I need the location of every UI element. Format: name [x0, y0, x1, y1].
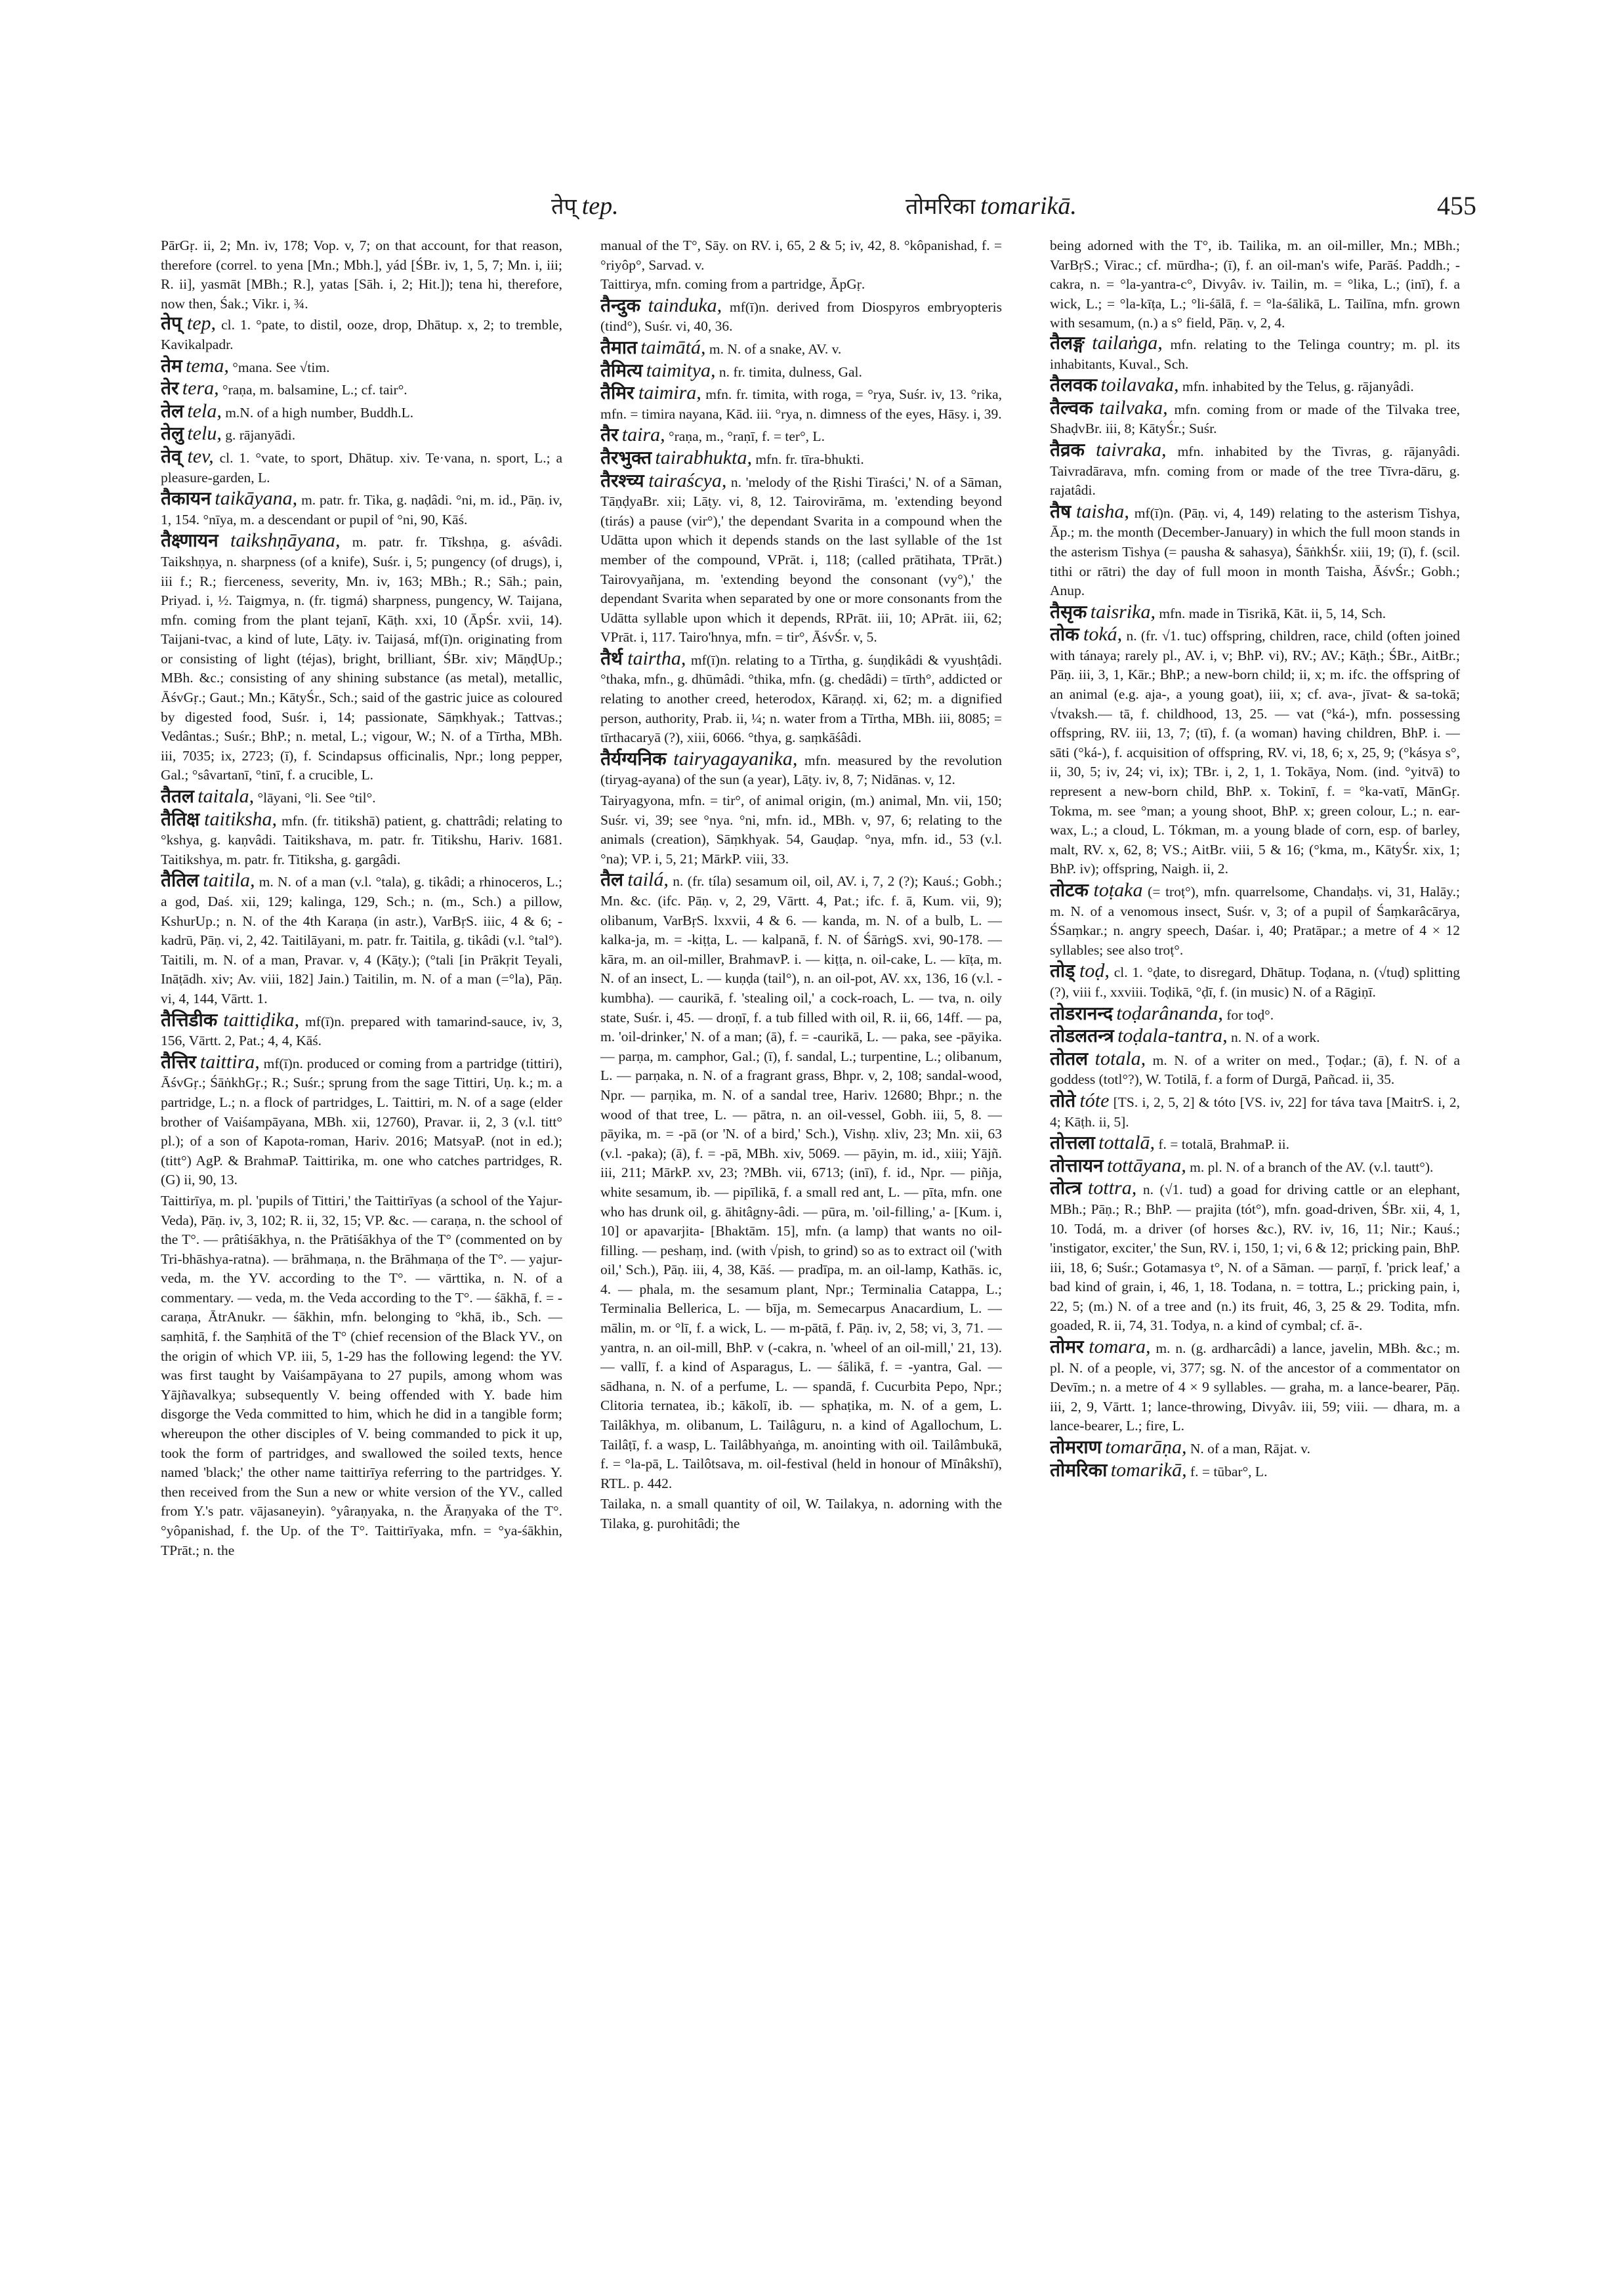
column-continuation-text: being adorned with the T°, ib. Tailika, m. an oil-miller, Mn.; MBh.; VarBṛS.; Virac.; cf. mūrdha-; (ī), f. an oil-man's wife, Parāś. Paddh.; -cakra, n. = °la-yantra-c°, Divyâv. iv. Tailin, m. = °lika, L.; (inī), f. a wick, L.; = °la-kīṭa, L.; °li-śālā, f. = °la-śālikā, L. Tailīna, mfn. grown with sesamum, (n.) a s° field, Pāṇ. v, 2, 4. — [1050, 238, 1460, 331]
headword-devanagari: तोत्तला — [1050, 1132, 1095, 1154]
left-running-head — [551, 190, 619, 220]
headword-devanagari: तैर — [600, 424, 619, 446]
headword-transliteration: tep, — [186, 312, 217, 335]
entry-definition: for toḍ°. — [1226, 1006, 1274, 1023]
headword-devanagari: तोतल — [1050, 1047, 1089, 1069]
headword-devanagari: तैल — [600, 869, 623, 891]
dictionary-entry — [161, 489, 562, 529]
headword-transliteration: taitila, — [203, 869, 255, 892]
headword-devanagari: तोटक — [1050, 879, 1089, 901]
entry-definition: [TS. i, 2, 5, 2] & tóto [VS. iv, 22] for táva tava [MaitrS. i, 2, 4; Kāṭh. ii, 5]. — [1050, 1094, 1460, 1130]
dictionary-entry — [1050, 1091, 1460, 1132]
entry-definition: n. (fr. √1. tuc) offspring, children, race, child (often joined with tánaya; rarely pl., AV. i, v; BhP. vi), RV.; AV.; Kāṭh.; ŚBr., AitBr.; Pāṇ. iii, 3, 1, Kār.; BhP.; a new-born child; ii, x; m. ifc. the offspring of an animal (e.g. aja-, a young goat), iii, x; cf. ava-, jīvat- & sa-tokā; √tvaksh.— tā, f. childhood, 13, 25. — vat (°ká-), mfn. possessing offspring, RV. iii, 13, 7; (tī), f. (a woman) having children, BhP. i. — sāti (°ká-), f. acquisition of offspring, RV. vi, 18, 6; x, 25, 9; (°kásya s°, ii, 30, 5; iv, 24; vi, ix); TBr. i, 2, 1, 1. Tokāya, Nom. (ind. °yitvā) to represent a new-born child, BhP. x. Tokinī, f. = °ka-vatī, MānGṛ. Tokma, m. see °man; a young shoot, BhP. x; green colour, L.; n. ear-wax, L.; a cloud, L. Tókman, m. a young blade of corn, esp. of barley, malt, RV. x, 62, 8; VS.; AitBr. viii, 5 & 16; (°kma, m., KātyŚr. xix, 1; BhP. iv); offspring, Naigh. ii, 2. — [1050, 628, 1460, 877]
dictionary-entry — [600, 791, 1002, 869]
dictionary-entry — [1050, 1460, 1460, 1482]
entry-definition: mfn. relating to the Telinga country; m. pl. its inhabitants, Kuval., Sch. — [1050, 336, 1460, 372]
dictionary-entry — [600, 749, 1002, 790]
dictionary-entry — [1050, 440, 1460, 501]
entry-definition: mfn. made in Tisrikā, Kāt. ii, 5, 14, Sch. — [1159, 605, 1386, 621]
entry-definition: mfn. fr. tīra-bhukti. — [755, 451, 864, 467]
page-number: 455 — [1437, 191, 1476, 220]
headword-transliteration: taitala, — [198, 785, 255, 808]
entry-definition: mf(ī)n. prepared with tamarind-sauce, iv, 3, 156, Vārtt. 2, Pat.; 4, 4, Kāś. — [161, 1013, 562, 1049]
entry-definition: mf(ī)n. derived from Diospyros embryopteris (tind°), Suśr. vi, 40, 36. — [600, 299, 1002, 335]
headword-transliteration: totala, — [1094, 1047, 1146, 1069]
entry-definition: °mana. See √tim. — [232, 359, 330, 375]
dictionary-entry — [1050, 1156, 1460, 1178]
headword-transliteration: taimitya, — [646, 359, 716, 381]
headword-devanagari: तोते — [1050, 1089, 1076, 1111]
headword-transliteration: taikshṇāyana, — [230, 529, 341, 552]
headword-transliteration: tairabhukta, — [655, 446, 752, 468]
headword-devanagari: तैलवक — [1050, 374, 1098, 396]
dictionary-entry — [1050, 502, 1460, 601]
entry-definition: n. 'melody of the Ṛishi Tiraści,' N. of a Sāman, TāṇḍyaBr. xii; Lāṭy. vi, 8, 12. Tairovirāma, m. 'extending beyond (tirás) a pause (vir°),' the dependant Svarita in a compound when the Udātta upon which it depends stands on the last syllable of the 1st member of the compound, VPrāt. i, 118; (called prātihata, TPrāt.) Tairovyañjana, m. 'extending beyond the consonant (vy°),' the dependant Svarita when separated by one or more consonants from the Udātta syllable upon which it depends, RPrāt. iii, 10; APrāt. iii, 62; VPrāt. i, 117. Tairo'hnya, mfn. = tir°, ĀśvŚr. v, 5. — [600, 474, 1002, 646]
dictionary-column-1 — [161, 236, 562, 2257]
headword-devanagari: तैर्यग्यनिक — [600, 747, 667, 770]
dictionary-entry — [600, 1495, 1002, 1533]
headword-devanagari: तैमात — [600, 336, 637, 358]
headword-devanagari: तैष — [1050, 500, 1072, 522]
dictionary-entry — [1050, 398, 1460, 439]
headword-transliteration: taittiḍika, — [223, 1008, 300, 1031]
dictionary-entry — [600, 471, 1002, 648]
dictionary-entry — [161, 1010, 562, 1051]
entry-definition: mf(ī)n. produced or coming from a partridge (tittiri), ĀśvGṛ.; ŚāṅkhGṛ.; R.; Suśr.; sprung from the sage Tittiri, Uṇ. k.; m. a partridge, L.; n. a flock of partridges, L. Taittiri, m. N. of a sage (elder brother of Vaiśampāyana, MBh. xii, 12760), Pravar. ii, 2, 3 (v.l. titt° pl.); of a son of Kapota-roman, Hariv. 2016; MatsyaP. (not in ed.); (titt°) AgP. & BrahmaP. Taittirika, m. one who catches partridges, R. (G) ii, 90, 13. — [161, 1055, 562, 1188]
dictionary-entry — [600, 296, 1002, 337]
entry-definition: cl. 1. °pate, to distil, ooze, drop, Dhātup. x, 2; to tremble, Kavikalpadr. — [161, 317, 562, 352]
dictionary-entry — [1050, 880, 1460, 960]
dictionary-entry — [600, 338, 1002, 360]
entry-definition: m. N. of a writer on med., Ṭoḍar.; (ā), f. N. of a goddess (totl°?), W. Totilā, f. a form of Durgā, Pañcad. ii, 35. — [1050, 1052, 1460, 1088]
headword-transliteration: tomara, — [1089, 1336, 1151, 1358]
entry-definition: n. N. of a work. — [1230, 1029, 1320, 1046]
entry-definition: m. n. (g. ardharcâdi) a lance, javelin, MBh. &c.; m. pl. N. of a people, vi, 377; sg. N. of the ancestor of a commentator on Devīm.; n. a metre of 4 × 9 syllables. — graha, m. a lance-bearer, Pāṇ. iii, 2, 9, Vārtt. 1; lance-throwing, Divyâv. iii, 59; viii. — dhara, m. a lance-bearer, L.; fire, L. — [1050, 1340, 1460, 1434]
entry-definition: n. (√1. tud) a goad for driving cattle or an elephant, MBh.; Pāṇ.; R.; BhP. — prajita (tót°), mfn. goad-driven, ŚBr. xii, 4, 1, 10. Todá, m. a driver (of horses &c.), RV. iv, 16, 11; Nir.; Kauś.; 'instigator, exciter,' the Sun, RV. i, 150, 1; vi, 6 & 12; pricking pain, BhP. iii, 18, 6; Suśr.; Gotamasya t°, N. of a Sāman. — parṇī, f. 'prick leaf,' a bad kind of grain, i, 46, 1, 18. Todana, n. = tottra, L.; pricking pain, i, 22, 5; (m.) N. of a tree and (n.) its fruit, 46, 3, 25 & 29. Todita, mfn. goaded, R. ii, 74, 31. Todya, n. a kind of cymbal; cf. ā-. — [1050, 1182, 1460, 1334]
dictionary-entry — [161, 531, 562, 785]
headword-devanagari: तोक — [1050, 623, 1079, 646]
headword-devanagari: तैर्थ — [600, 647, 623, 669]
headword-transliteration: tema, — [186, 354, 229, 377]
headword-devanagari: तेर — [161, 377, 179, 400]
entry-definition: (= troṭ°), mfn. quarrelsome, Chandaḥs. vi, 31, Halāy.; m. N. of a venomous insect, Suśr. v, 3; of a pupil of Śaṃkarâcārya, ŚSaṃkar.; n. angry speech, Daśar. i, 40; Pratāpar.; a metre of 4 × 12 syllables; see also troṭ°. — [1050, 884, 1460, 958]
entry-definition: mfn. coming from or made of the Tilvaka tree, ShaḍvBr. iii, 8; KātyŚr.; Suśr. — [1050, 401, 1460, 437]
dictionary-entry — [161, 810, 562, 870]
dictionary-entry — [161, 447, 562, 487]
entry-definition: m. pl. N. of a branch of the AV. (v.l. tautt°). — [1190, 1159, 1434, 1175]
headword-transliteration: toḍ, — [1079, 960, 1110, 982]
entry-definition: Tairyagyona, mfn. = tir°, of animal origin, (m.) animal, Mn. vii, 150; Suśr. vi, 39; see °nya. °ni, mfn. id., MBh. v, 97, 6; relating to the animals (creation), Sāṃkhyak. 54, Gauḍap. °nya, mfn. id., 53 (v.l. °na); VP. i, 5, 21; MārkP. viii, 33. — [600, 793, 1002, 867]
headword-transliteration: taisrika, — [1090, 600, 1156, 623]
headword-transliteration: taivraka, — [1096, 438, 1167, 461]
dictionary-entry — [1050, 1133, 1460, 1155]
headword-devanagari: तैरभुक्त — [600, 446, 652, 468]
dictionary-entry — [1050, 961, 1460, 1002]
headword-transliteration: telu, — [187, 423, 222, 445]
headword-devanagari: तैमिर — [600, 382, 635, 404]
entry-definition: Tailaka, n. a small quantity of oil, W. Tailakya, n. adorning with the Tilaka, g. purohitâdi; the — [600, 1496, 1002, 1531]
headword-transliteration: taitiksha, — [204, 808, 278, 830]
headword-transliteration: tainduka, — [648, 294, 722, 316]
headword-devanagari: तोत्त्र — [1050, 1177, 1082, 1199]
headword-devanagari: तैत्तिडीक — [161, 1008, 218, 1031]
entry-definition: N. of a man, Rājat. v. — [1190, 1441, 1310, 1457]
headword-devanagari: तैरश्च्य — [600, 469, 644, 491]
dictionary-entry — [161, 1052, 562, 1190]
headword-devanagari: तेम — [161, 354, 182, 377]
dictionary-entry — [1050, 1337, 1460, 1436]
headword-transliteration: tairtha, — [627, 647, 686, 669]
left-head-devanagari: तेप् — [551, 194, 577, 220]
column-continuation-text: PārGṛ. ii, 2; Mn. iv, 178; Vop. v, 7; on that account, for that reason, therefore (correl. to yena [Mn.; Mbh.], yád [ŚBr. iv, 1, 5, 7; Mn. i, iii; R. ii], yasmāt [MBh.; R.], yatas [Sāh. i, 2; Hit.]); tena hi, therefore, now then, Śak.; Vikr. i, ¾. — [161, 238, 562, 312]
entry-definition: f. = tūbar°, L. — [1190, 1463, 1268, 1479]
headword-transliteration: tailvaka, — [1099, 396, 1168, 419]
dictionary-entry — [1050, 625, 1460, 879]
headword-devanagari: तैव्रक — [1050, 438, 1085, 461]
headword-devanagari: तेव् — [161, 445, 182, 467]
entry-definition: m. N. of a snake, AV. v. — [709, 341, 842, 357]
dictionary-entry — [600, 383, 1002, 424]
entry-definition: °raṇa, m. balsamine, L.; cf. tair°. — [222, 382, 407, 398]
entry-definition: Taittirīya, m. pl. 'pupils of Tittiri,' the Taittirīyas (a school of the Yajur-Veda), Pāṇ. iv, 3, 102; R. ii, 32, 15; VP. &c. — caraṇa, n. the school of the T°. — prâtiśākhya, n. the Prātiśākhya of the T° (commented on by Tri-bhāshya-ratna). — brāhmaṇa, n. the Brāhmaṇa of the T°. — yajur-veda, m. the YV. according to the T°. — vārttika, n. N. of a commentary. — veda, m. the Veda according to the T°. — śākhā, f. = -caraṇa, ĀtrAnukr. — śākhin, mfn. belonging to °khā, ib., Sch. — saṃhitā, f. the Saṃhitā of the T° (chief recension of the Black YV., on the origin of which VP. iii, 5, 1-29 has the following legend: the YV. was first taught by Vaiśampāyana to 27 pupils, among whom was Yājñavalkya; subsequently V. being offended with Y. bade him disgorge the Veda committed to him, which he did in a tangible form; whereupon the other disciples of V. being commanded to pick it up, took the form of partridges, and swallowed the soiled texts, hence named 'black;' the other name taittirīya referring to the partridges. Y. then received from the Sun a new or white version of the YV., called from Y.'s patr. vājasaneyin). °yâraṇyaka, n. the Āraṇyaka of the T°. °yôpanishad, f. the Up. of the T°. Taittirīyaka, mfn. = °ya-śākhin, TPrāt.; n. the — [161, 1192, 562, 1558]
headword-devanagari: तोत्तायन — [1050, 1154, 1104, 1176]
headword-transliteration: tairaścya, — [648, 469, 727, 491]
entry-definition: n. (fr. tíla) sesamum oil, oil, AV. i, 7, 2 (?); Kauś.; Gobh.; Mn. &c. (ifc. Pāṇ. v, 2, 29, Vārtt. 4, Pat.; ifc. f. ā, Kum. vii, 9); olibanum, VarBṛS. lxxvii, 4 & 6. — kanda, m. N. of a bulb, L. — kalka-ja, m. = -kiṭṭa, L. — kalpanā, f. N. of ŚārṅgS. xvi, 90-178. — kāra, m. an oil-miller, BrahmavP. i. — kiṭṭa, n. oil-cake, L. — kīṭa, m. N. of an insect, L. — kuṇḍa (tail°), n. an oil-pot, AV. xx, 136, 16 (v.l. -kumbha). — caurikā, f. 'stealing oil,' a cock-roach, L. — tva, n. oily state, Suśr. i, 45. — droṇī, f. a tub filled with oil, R. ii, 66, 14ff. — pa, m. 'oil-drinker,' N. of a man; (ā), f. = -caurikā, L. — paka, see -pāyika. — parṇa, m. camphor, Gal.; (ī), f. sandal, L.; turpentine, L.; olibanum, L. — parṇaka, n. N. of a fragrant grass, Bhpr. v, 2, 108; sandal-wood, Npr. — parṇika, m. N. of a sandal tree, Hariv. 12680; Bhpr.; n. the wood of that tree, L. — pātra, n. an oil-vessel, Gobh. iii, 5, 8. — pāyika, m. = -pā (or 'N. of a bird,' Sch.), Vishṇ. xliv, 23; Mn. xii, 63 (v.l. -paka); (ā), f. = -pā, MBh. xiv, 5069. — pāyin, m. id., xiii; Yājñ. iii, 211; MārkP. xv, 23; ?MBh. vii, 6713; (inī), f. id., Npr. — piñja, white sesamum, ib. — pipīlikā, f. a small red ant, L. — pīta, mfn. one who has drunk oil, g. āhitâgny-âdi. — pūra, m. 'oil-filling,' a- [Kum. i, 10] or apavarjita- [Bhaktām. 15], mfn. (a lamp) that wants no oil-filling. — peshaṃ, ind. (with √pish, to grind) so as to extract oil ('with oil,' Sch.), Pāṇ. iii, 4, 38, Kāś. — pradīpa, m. an oil-lamp, Kathās. ic, 4. — phala, m. the sesamum plant, Npr.; Terminalia Catappa, L.; Terminalia Bellerica, L. — bīja, m. Semecarpus Anacardium, L. — mālin, m. or °lī, f. a wick, L. — m-pātā, f. Pāṇ. iv, 2, 58; vi, 3, 71. — yantra, n. an oil-mill, BhP. v (-cakra, n. 'wheel of an oil-mill,' 21, 13). — vallī, f. a kind of Asparagus, L. — śālikā, f. = -yantra, Gal. — sādhana, n. N. of a perfume, L. — spandā, f. Cucurbita Pepo, Npr.; Clitoria ternatea, ib.; kākolī, ib. — sphaṭika, m. N. of a gem, L. Tailâkhya, m. olibanum, L. Tailâguru, n. a kind of Agallochum, L. Tailâṭī, f. a wasp, L. Tailâbhyaṅga, m. anointing with oil. Tailâmbukā, f. = °la-pā, L. Tailôtsava, m. oil-festival (held in honour of Mīnâkshī), RTL. p. 442. — [600, 873, 1002, 1491]
dictionary-entry — [1050, 1178, 1460, 1336]
dictionary-entry — [161, 356, 562, 378]
headword-transliteration: tailá, — [627, 869, 669, 891]
dictionary-entry — [1050, 1026, 1460, 1048]
headword-devanagari: तैलङ्ग — [1050, 331, 1085, 354]
headword-devanagari: तोमरिका — [1050, 1458, 1108, 1481]
entry-definition: m. patr. fr. Tika, g. naḍâdi. °ni, m. id., Pāṇ. iv, 1, 154. °nīya, m. a descendant or pupil of °ni, 90, Kāś. — [161, 492, 562, 527]
entry-definition: n. fr. timita, dulness, Gal. — [718, 363, 862, 380]
headword-devanagari: तेप् — [161, 312, 182, 335]
dictionary-entry — [600, 448, 1002, 470]
headword-devanagari: तोड् — [1050, 960, 1075, 982]
dictionary-entry — [600, 361, 1002, 382]
headword-transliteration: taikāyana, — [215, 487, 298, 510]
dictionary-entry — [1050, 333, 1460, 374]
column-continuation-text: manual of the T°, Sāy. on RV. i, 65, 2 & 5; iv, 42, 8. °kôpanishad, f. = °riyôp°, Sarvad. v. — [600, 238, 1002, 273]
entry-definition: °raṇa, m., °raṇī, f. = ter°, L. — [669, 428, 825, 445]
headword-devanagari: तोडलतन्त्र — [1050, 1025, 1114, 1047]
dictionary-entry — [161, 314, 562, 354]
headword-devanagari: तैतिक्ष — [161, 808, 200, 830]
entry-definition: mfn. measured by the revolution (tiryag-ayana) of the sun (a year), Lāṭy. iv, 8, 7; Nidānas. v, 12. — [600, 752, 1002, 788]
headword-transliteration: tóte — [1079, 1089, 1110, 1111]
headword-devanagari: तेलु — [161, 423, 184, 445]
dictionary-entry — [1050, 1049, 1460, 1090]
dictionary-entry — [1050, 375, 1460, 397]
headword-devanagari: तोमराण — [1050, 1436, 1102, 1458]
dictionary-column-3 — [1050, 236, 1460, 2257]
entry-definition: g. rājanyādi. — [225, 427, 296, 444]
headword-transliteration: toká, — [1083, 623, 1123, 646]
entry-definition: °lāyani, °li. See °til°. — [257, 790, 376, 806]
entry-definition: m.N. of a high number, Buddh.L. — [225, 404, 414, 421]
headword-transliteration: tomarikā, — [1110, 1458, 1187, 1481]
headword-transliteration: tottra, — [1088, 1177, 1137, 1199]
headword-transliteration: toḍala-tantra, — [1117, 1025, 1228, 1047]
headword-devanagari: तेल — [161, 400, 184, 422]
right-head-transliteration: tomarikā. — [980, 192, 1077, 220]
entry-definition: m. patr. fr. Tīkshṇa, g. aśvâdi. Taikshṇya, n. sharpness (of a knife), Suśr. i, 5; pungency (of drugs), i, iii f.; R.; fierceness, severity, Mn. iv, 163; MBh.; R.; Sāh.; pain, Priyad. i, ½. Taigmya, n. (fr. tigmá) sharpness, pungency, W. Taijana, mfn. coming from the plant tejanī, Kāṭh. xxi, 10 (ĀpŚr. xvii, 14). Taijani-tvac, a kind of lute, Lāṭy. iv. Taijasá, mf(ī)n. originating from or consisting of light (téjas), bright, brilliant, ŚBr. xiv; MāṇḍUp.; MBh. &c.; consisting of any shining substance (as metal), metallic, ĀśvGṛ.; Gaut.; Mn.; KātyŚr., Sch.; said of the gastric juice as coloured by digested food, Suśr. i, 14; passionate, Sāṃkhyak.; Tattvas.; Vedântas.; Suśr.; BhP.; n. metal, L.; vigour, W.; N. of a Tīrtha, MBh. iii, 7035; ix, 2723; (ī), f. Scindapsus officinalis, Npr.; long pepper, Gal.; °sâvartanī, °tinī, f. a crucible, L. — [161, 534, 562, 783]
headword-transliteration: taisha, — [1076, 500, 1129, 522]
entry-definition: cl. 1. °ḍate, to disregard, Dhātup. Toḍana, n. (√tuḍ) splitting (?), viii f., xxviii. Toḍikā, °ḍī, f. (in music) N. of a Rāgiṇī. — [1050, 964, 1460, 1000]
headword-devanagari: तोमर — [1050, 1336, 1084, 1358]
headword-transliteration: tottāyana, — [1106, 1154, 1186, 1176]
headword-transliteration: taimira, — [638, 382, 701, 404]
dictionary-entry — [161, 787, 562, 808]
dictionary-entry — [600, 425, 1002, 447]
headword-transliteration: tailaṅga, — [1092, 331, 1163, 354]
headword-devanagari: तैत्तिर — [161, 1050, 197, 1073]
dictionary-entry — [600, 275, 1002, 295]
headword-devanagari: तैतिल — [161, 869, 199, 892]
entry-definition: mfn. inhabited by the Tivras, g. rājanyâdi. Taivradārava, mfn. coming from or made of the tree Tīvra-dāru, g. rajatâdi. — [1050, 443, 1460, 499]
headword-devanagari: तैन्दुक — [600, 294, 640, 316]
headword-devanagari: तैल्वक — [1050, 396, 1093, 419]
headword-transliteration: taira, — [621, 424, 665, 446]
headword-devanagari: तैतल — [161, 785, 194, 808]
headword-transliteration: toṭaka — [1093, 879, 1143, 901]
headword-transliteration: tev, — [187, 445, 214, 467]
dictionary-column-2 — [600, 236, 1002, 2257]
entry-definition: mfn. fr. timita, with roga, = °rya, Suśr. iv, 13. °rika, mfn. = timira nayana, Kād. iii. °rya, n. dimness of the eyes, Hāsy. i, 39. — [600, 386, 1002, 422]
dictionary-entry — [600, 870, 1002, 1493]
headword-devanagari: तैमित्य — [600, 359, 643, 381]
headword-transliteration: tairyagayanika, — [673, 747, 798, 770]
headword-transliteration: tomarāṇa, — [1105, 1436, 1187, 1458]
dictionary-entry — [1050, 602, 1460, 624]
headword-transliteration: toilavaka, — [1100, 374, 1179, 396]
entry-definition: mfn. inhabited by the Telus, g. rājanyâdi. — [1182, 379, 1414, 395]
dictionary-entry — [161, 1191, 562, 1560]
right-running-head — [906, 190, 1077, 220]
dictionary-entry — [1050, 1437, 1460, 1459]
dictionary-entry — [600, 649, 1002, 748]
page-header — [151, 190, 1476, 230]
headword-transliteration: tera, — [182, 377, 219, 400]
headword-transliteration: taimātá, — [640, 336, 706, 358]
dictionary-entry — [161, 379, 562, 400]
headword-transliteration: toḍarânanda, — [1116, 1002, 1223, 1024]
entry-definition: Taittirya, mfn. coming from a partridge, ĀpGṛ. — [600, 276, 865, 293]
entry-definition: m. N. of a man (v.l. °tala), g. tikâdi; a rhinoceros, L.; a god, Daś. xii, 129; kalinga, 129, Sch.; n. (m., Sch.) a pillow, KshurUp.; n. N. of the 4th Karaṇa (in astr.), VarBṛS. iiic, 4 & 6; -kadrū, Pāṇ. vi, 2, 42. Taitilāyani, m. patr. fr. Taitila, g. tikâdi (v.l. °tal°). Taitili, m. N. of a man, Pravar. v, 4 (Kāṭy.); (°tali [in Prākṛit Teyali, Ināṭādh. xiv; Av. viii, 182] Jain.) Taitilin, m. N. of a man (=°la), Pāṇ. vi, 4, 144, Vārtt. 1. — [161, 874, 562, 1006]
headword-devanagari: तैसृक — [1050, 600, 1087, 623]
entry-definition: mfn. (fr. titikshā) patient, g. chattrâdi; relating to °kshya, g. kaṇvâdi. Taitikshava, m. patr. fr. Titikshu, Hariv. 1681. Taitikshya, m. patr. fr. Titiksha, g. gargâdi. — [161, 812, 562, 867]
entry-definition: mf(ī)n. relating to a Tīrtha, g. śuṇḍikâdi & vyushṭâdi. °thaka, mfn., g. dhūmâdi. °thika, mfn. (g. chedâdi) = tīrth°, addicted or relating to another creed, heterodox, Kāraṇḍ. xi, 62; m. a dignified person, authority, Prab. ii, ¼; n. water from a Tīrtha, MBh. iii, 8085; = tīrthacaryā (?), xiii, 6066. °thya, g. saṃkāśâdi. — [600, 651, 1002, 746]
headword-transliteration: taittira, — [199, 1050, 260, 1073]
headword-devanagari: तैक्ष्णायन — [161, 529, 219, 552]
entry-definition: f. = totalā, BrahmaP. ii. — [1158, 1136, 1290, 1153]
dictionary-entry — [161, 871, 562, 1008]
dictionary-entry — [161, 402, 562, 423]
headword-devanagari: तोडरानन्द — [1050, 1002, 1113, 1024]
headword-transliteration: tela, — [187, 400, 222, 422]
left-head-transliteration: tep. — [581, 192, 619, 220]
dictionary-entry — [161, 424, 562, 445]
entry-definition: mf(ī)n. (Pāṇ. vi, 4, 149) relating to the asterism Tishya, Āp.; m. the month (December-January) in which the full moon stands in the asterism Tishya (= pausha & sahasya), ŚāṅkhŚr. xiii, 19; (ī), f. (scil. tithi or rātri) the day of full moon in month Taisha, ĀśvŚr.; Gobh.; Anup. — [1050, 505, 1460, 599]
headword-devanagari: तैकायन — [161, 487, 211, 510]
entry-definition: cl. 1. °vate, to sport, Dhātup. xiv. Te·vana, n. sport, L.; a pleasure-garden, L. — [161, 449, 562, 486]
dictionary-entry — [1050, 1004, 1460, 1025]
headword-transliteration: tottalā, — [1098, 1132, 1156, 1154]
right-head-devanagari: तोमरिका — [906, 194, 976, 220]
